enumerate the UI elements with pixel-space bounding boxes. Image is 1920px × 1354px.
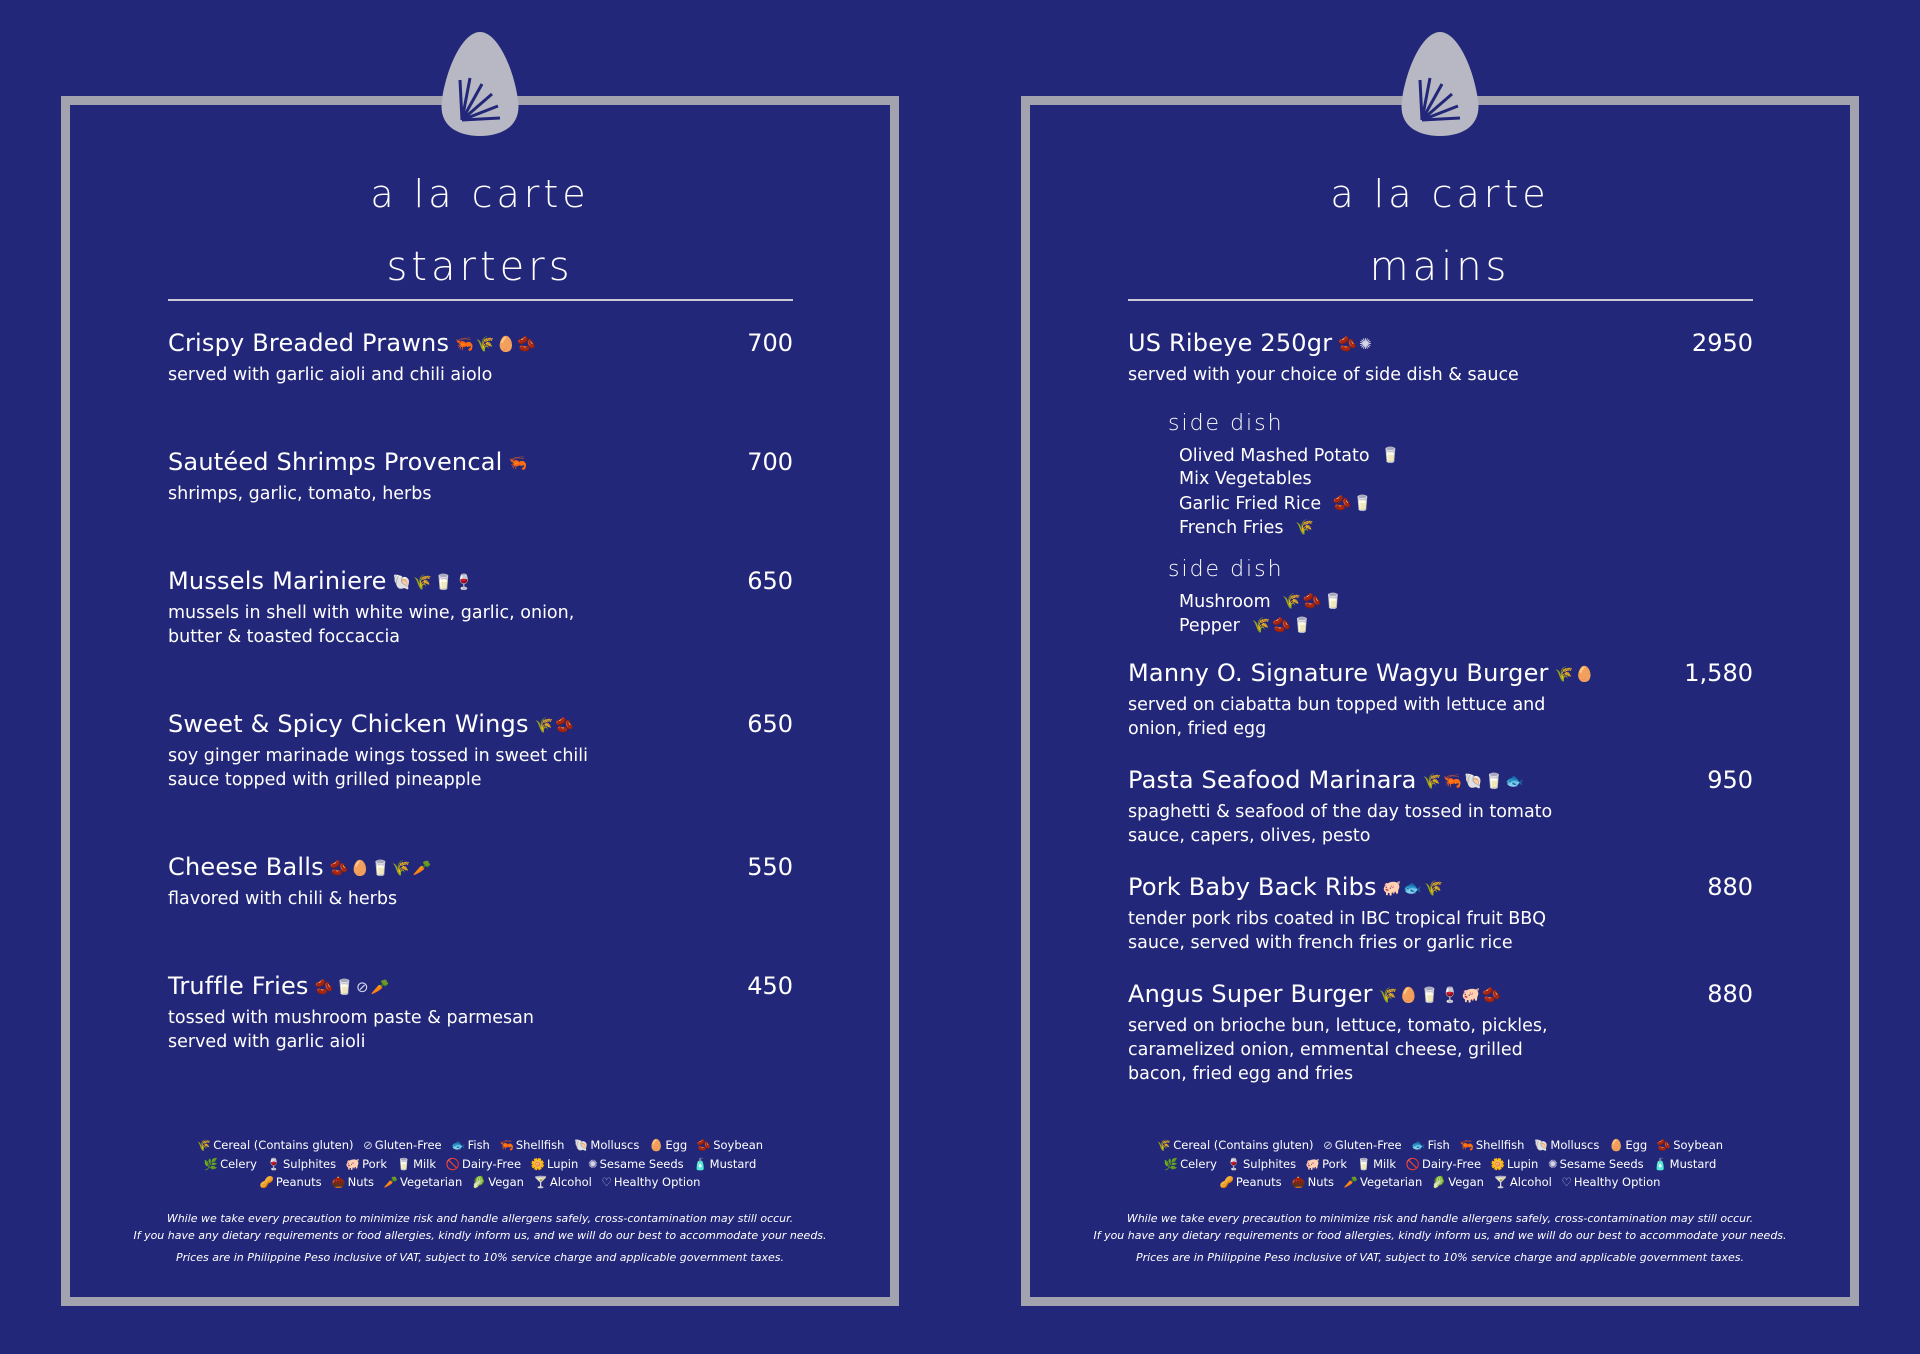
menu-page-mains (1021, 96, 1859, 1306)
brand-logo-icon (1400, 30, 1480, 138)
item-price: 880 (1707, 873, 1753, 901)
vegan-icon: 🥬 (1431, 1175, 1447, 1189)
item-name: Truffle Fries (168, 972, 309, 1000)
side-dish-item (1179, 516, 1402, 540)
cereal-icon: 🌾 (196, 1138, 212, 1152)
legend-label: Egg (665, 1138, 688, 1152)
allergen-icons: 🦐 (508, 454, 530, 472)
side-dish-list (1179, 590, 1344, 639)
shellfish-icon: 🦐 (1459, 1138, 1474, 1152)
vegetarian-icon: 🥕 (383, 1175, 398, 1189)
note-line: If you have any dietary requirements or food allergies, kindly inform us, and we will do our best to accommodate your needs. (1093, 1229, 1787, 1242)
item-description: served with your choice of side dish & sauce (1128, 365, 1519, 385)
egg-icon: 🥚 (1609, 1138, 1624, 1152)
menu-item (1128, 766, 1753, 848)
legend-label: Celery (220, 1156, 257, 1171)
celery-icon: 🌿 (1163, 1156, 1179, 1171)
fish-icon: 🐟 (1411, 1138, 1426, 1152)
allergen-legend (1021, 1136, 1859, 1192)
mustard-icon: 🧴 (1653, 1156, 1668, 1171)
legend-label: Healthy Option (1573, 1175, 1661, 1189)
note-line: While we take every precaution to minimize risk and handle allergens safely, cross-contamination may still occur. (166, 1212, 794, 1225)
legend-label: Vegan (1448, 1175, 1484, 1189)
menu-page-starters (61, 96, 899, 1306)
pork-icon: 🐖 (345, 1156, 361, 1171)
legend-label: Dairy-Free (1422, 1156, 1482, 1171)
allergen-icons: 🫘🥛 (1332, 493, 1375, 512)
legend-label: Lupin (1507, 1156, 1539, 1171)
sesame-icon: ✺ (587, 1156, 598, 1171)
vegetarian-icon: 🥕 (1343, 1175, 1358, 1189)
mustard-icon: 🧴 (693, 1156, 708, 1171)
legend-label: Molluscs (590, 1138, 640, 1152)
menu-item (168, 448, 793, 506)
item-price: 700 (747, 329, 793, 357)
side-dish-name: Olived Mashed Potato (1179, 445, 1370, 466)
legend-label: Gluten-Free (374, 1138, 442, 1152)
item-name: Cheese Balls (168, 853, 324, 881)
divider (168, 299, 793, 301)
pork-icon: 🐖 (1305, 1156, 1321, 1171)
side-dish-name: Mushroom (1179, 591, 1271, 612)
legend-label: Pork (1322, 1156, 1348, 1171)
legend-label: Sulphites (282, 1156, 337, 1171)
dairy-free-icon: 🚫 (1405, 1156, 1421, 1171)
item-name: Pork Baby Back Ribs (1128, 873, 1377, 901)
menu-item (1128, 659, 1753, 741)
legend-label: Vegetarian (1360, 1175, 1423, 1189)
allergen-icons: 🌾🥚 (1554, 665, 1596, 683)
price-note: Prices are in Philippine Peso inclusive of VAT, subject to 10% service charge and applicable government taxes. (1135, 1251, 1745, 1264)
side-dish-item (1179, 444, 1402, 468)
nuts-icon: 🌰 (331, 1175, 346, 1189)
menu-item (168, 710, 793, 792)
allergen-icons: 🫘🥚🥛🌾🥕 (329, 859, 434, 877)
item-description: shrimps, garlic, tomato, herbs (168, 484, 432, 504)
item-description: soy ginger marinade wings tossed in sweet chili sauce topped with grilled pineapple (168, 746, 589, 790)
item-name: Manny O. Signature Wagyu Burger (1128, 659, 1549, 687)
legend-label: Nuts (1307, 1175, 1335, 1189)
item-name: US Ribeye 250gr (1128, 329, 1333, 357)
item-price: 550 (747, 853, 793, 881)
item-name: Sweet & Spicy Chicken Wings (168, 710, 529, 738)
item-price: 650 (747, 567, 793, 595)
legend-label: Mustard (1669, 1156, 1717, 1171)
menu-item (168, 972, 793, 1054)
legend-label: Pork (362, 1156, 388, 1171)
legend-label: Milk (413, 1156, 437, 1171)
soybean-icon: 🫘 (1656, 1138, 1672, 1152)
allergen-icons: 🌾🫘🥛 (1282, 592, 1345, 610)
side-dish-item (1179, 590, 1344, 614)
section-title: mains (1369, 244, 1511, 290)
note-line: If you have any dietary requirements or food allergies, kindly inform us, and we will do our best to accommodate your needs. (133, 1229, 827, 1242)
molluscs-icon: 🐚 (574, 1138, 589, 1152)
legend-label: Shellfish (515, 1138, 565, 1152)
fish-icon: 🐟 (451, 1138, 466, 1152)
sulphites-icon: 🍷 (1226, 1156, 1241, 1171)
item-description: served with garlic aioli and chili aiolo (168, 365, 493, 385)
legend-label: Shellfish (1475, 1138, 1525, 1152)
legend-label: Fish (467, 1138, 490, 1152)
gluten-free-icon: ⊘ (363, 1138, 373, 1152)
vegan-icon: 🥬 (471, 1175, 487, 1189)
legend-label: Healthy Option (613, 1175, 701, 1189)
legend-label: Egg (1625, 1138, 1648, 1152)
item-price: 700 (747, 448, 793, 476)
allergen-icons: 🐚🌾🥛🍷 (392, 573, 476, 591)
legend-label: Soybean (1673, 1138, 1724, 1152)
side-dish-list (1179, 444, 1402, 540)
legend-label: Dairy-Free (462, 1156, 522, 1171)
menu-item (1128, 980, 1753, 1086)
side-dish-name: Garlic Fried Rice (1179, 493, 1322, 514)
allergen-icons: 🐖🐟🌾 (1382, 879, 1445, 897)
alcohol-icon: 🍸 (1493, 1175, 1508, 1189)
price-note: Prices are in Philippine Peso inclusive of VAT, subject to 10% service charge and applicable government taxes. (175, 1251, 785, 1264)
menu-title: a la carte (370, 172, 590, 216)
item-price: 650 (747, 710, 793, 738)
brand-logo-icon (440, 30, 520, 138)
allergen-icons: 🌾🫘🥛 (1251, 616, 1314, 635)
cereal-icon: 🌾 (1156, 1138, 1172, 1152)
legend-label: Molluscs (1550, 1138, 1600, 1152)
item-name: Pasta Seafood Marinara (1128, 766, 1417, 794)
menu-title: a la carte (1330, 172, 1550, 216)
allergen-note (1041, 1210, 1839, 1244)
allergen-icons: 🫘🥛⊘🥕 (314, 978, 392, 996)
legend-label: Cereal (Contains gluten) (213, 1138, 354, 1152)
healthy-option-icon: ♡ (601, 1175, 612, 1189)
soybean-icon: 🫘 (696, 1138, 712, 1152)
legend-label: Sulphites (1242, 1156, 1297, 1171)
note-line: While we take every precaution to minimize risk and handle allergens safely, cross-contamination may still occur. (1126, 1212, 1754, 1225)
sesame-icon: ✺ (1547, 1156, 1558, 1171)
allergen-icons: 🌾🫘 (534, 716, 577, 734)
allergen-icons: 🌾🦐🐚🥛🐟 (1422, 772, 1526, 790)
nuts-icon: 🌰 (1291, 1175, 1306, 1189)
menu-item (168, 567, 793, 649)
dairy-free-icon: 🚫 (445, 1156, 461, 1171)
side-dish-item (1179, 468, 1402, 492)
menu-item (1128, 329, 1753, 387)
item-description: tossed with mushroom paste & parmesan served with garlic aioli (168, 1008, 534, 1052)
item-price: 450 (747, 972, 793, 1000)
item-name: Mussels Mariniere (168, 567, 387, 595)
item-description: served on brioche bun, lettuce, tomato, pickles, caramelized onion, emmental cheese, grilled bacon, fried egg and fries (1128, 1016, 1548, 1084)
menu-item (1128, 873, 1753, 955)
peanuts-icon: 🥜 (1219, 1175, 1234, 1189)
item-description: mussels in shell with white wine, garlic, onion, butter & toasted foccaccia (168, 603, 575, 647)
legend-label: Vegan (488, 1175, 524, 1189)
lupin-icon: 🌼 (530, 1156, 545, 1171)
allergen-icons: 🌾🥚🥛🍷🐖🫘 (1378, 986, 1503, 1004)
shellfish-icon: 🦐 (499, 1138, 514, 1152)
legend-label: Cereal (Contains gluten) (1173, 1138, 1314, 1152)
legend-label: Nuts (347, 1175, 375, 1189)
item-description: tender pork ribs coated in IBC tropical fruit BBQ sauce, served with french fries or garlic rice (1128, 909, 1547, 953)
legend-label: Vegetarian (400, 1175, 463, 1189)
molluscs-icon: 🐚 (1534, 1138, 1549, 1152)
item-price: 880 (1707, 980, 1753, 1008)
legend-label: Celery (1180, 1156, 1217, 1171)
item-name: Angus Super Burger (1128, 980, 1373, 1008)
egg-icon: 🥚 (649, 1138, 664, 1152)
legend-label: Lupin (547, 1156, 579, 1171)
allergen-note (81, 1210, 879, 1244)
side-dish-name: French Fries (1179, 517, 1284, 538)
item-price: 2950 (1691, 329, 1753, 357)
legend-label: Fish (1427, 1138, 1450, 1152)
side-dish-title: side dish (1168, 411, 1284, 436)
lupin-icon: 🌼 (1490, 1156, 1505, 1171)
celery-icon: 🌿 (203, 1156, 219, 1171)
side-dish-name: Mix Vegetables (1179, 469, 1312, 490)
item-price: 950 (1707, 766, 1753, 794)
legend-label: Milk (1373, 1156, 1397, 1171)
allergen-legend (61, 1136, 899, 1192)
divider (1128, 299, 1753, 301)
allergen-icons: 🦐🌾🥚🫘 (455, 335, 538, 353)
item-price: 1,580 (1684, 659, 1753, 687)
peanuts-icon: 🥜 (259, 1175, 274, 1189)
item-description: flavored with chili & herbs (168, 889, 398, 909)
healthy-option-icon: ♡ (1561, 1175, 1572, 1189)
sulphites-icon: 🍷 (266, 1156, 281, 1171)
legend-label: Sesame Seeds (599, 1156, 684, 1171)
item-name: Crispy Breaded Prawns (168, 329, 450, 357)
side-dish-item (1179, 614, 1344, 638)
item-description: spaghetti & seafood of the day tossed in tomato sauce, capers, olives, pesto (1128, 802, 1553, 846)
legend-label: Alcohol (1509, 1175, 1552, 1189)
legend-label: Peanuts (1235, 1175, 1282, 1189)
menu-item (168, 853, 793, 911)
gluten-free-icon: ⊘ (1323, 1138, 1333, 1152)
allergen-icons: 🫘✺ (1338, 335, 1374, 353)
milk-icon: 🥛 (1356, 1156, 1372, 1171)
side-dish-item (1179, 492, 1402, 516)
section-title: starters (386, 244, 574, 290)
legend-label: Peanuts (275, 1175, 322, 1189)
legend-label: Soybean (713, 1138, 764, 1152)
item-description: served on ciabatta bun topped with lettuce and onion, fried egg (1128, 695, 1546, 739)
side-dish-title: side dish (1168, 557, 1284, 582)
legend-label: Alcohol (549, 1175, 592, 1189)
allergen-icons: 🥛 (1381, 446, 1402, 464)
alcohol-icon: 🍸 (533, 1175, 548, 1189)
item-name: Sautéed Shrimps Provencal (168, 448, 503, 476)
milk-icon: 🥛 (396, 1156, 412, 1171)
legend-label: Sesame Seeds (1559, 1156, 1644, 1171)
legend-label: Gluten-Free (1334, 1138, 1402, 1152)
menu-item (168, 329, 793, 387)
legend-label: Mustard (709, 1156, 757, 1171)
side-dish-name: Pepper (1179, 616, 1240, 636)
allergen-icons: 🌾 (1295, 518, 1316, 536)
